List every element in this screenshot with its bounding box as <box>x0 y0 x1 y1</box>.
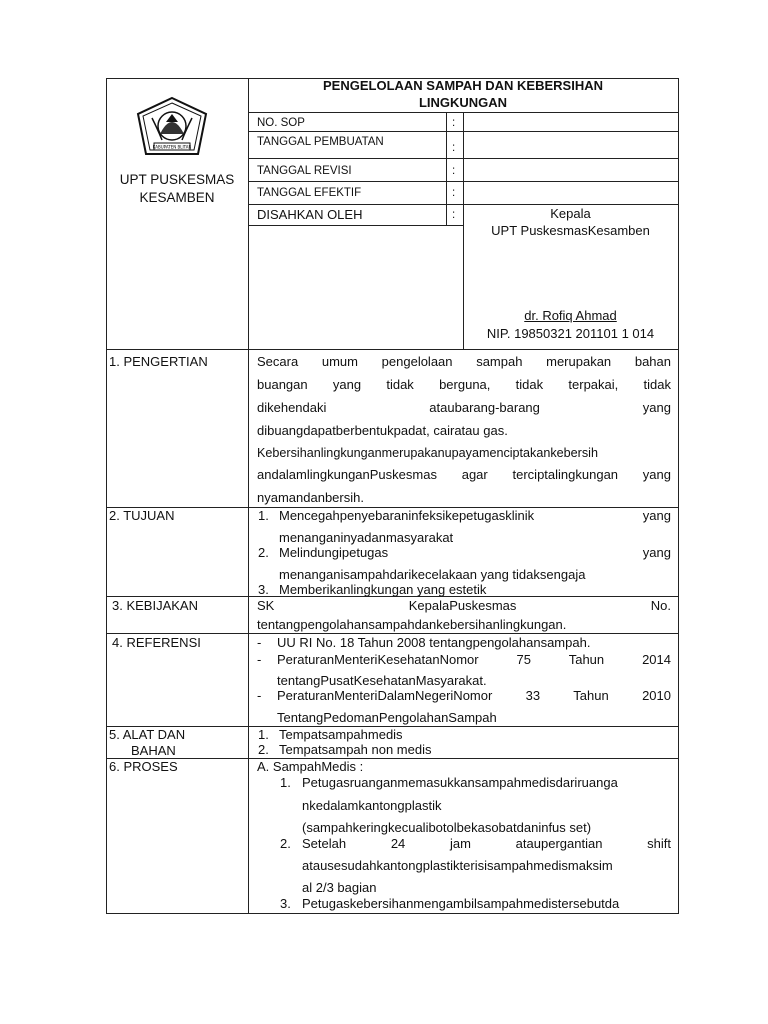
colon-divider <box>446 112 447 226</box>
pengertian-text-line: Kebersihanlingkunganmerupakanupayamenciptakankebersih <box>257 446 598 460</box>
proses-group-title: A. SampahMedis : <box>257 759 364 774</box>
proses-item-text: Setelah 24 jam ataupergantian shift <box>302 836 671 851</box>
field-colon: : <box>452 117 456 129</box>
pengertian-text-line: dibuangdapatberbentukpadat, cairatau gas. <box>257 423 508 438</box>
tujuan-item-number: 1. <box>258 508 269 523</box>
referensi-bullet: - <box>257 652 262 667</box>
approver-nip: NIP. 19850321 201101 1 014 <box>486 326 655 341</box>
field-label-tanggal-efektif: TANGGAL EFEKTIF <box>257 187 362 199</box>
approver-unit: UPT PuskesmasKesamben <box>491 223 650 238</box>
referensi-bullet: - <box>257 635 262 650</box>
tujuan-item-number: 3. <box>258 582 269 597</box>
row-line <box>106 349 679 350</box>
field-colon: : <box>452 187 456 199</box>
proses-item-text: al 2/3 bagian <box>302 880 377 895</box>
section-label-kebijakan: 3. KEBIJAKAN <box>112 598 198 613</box>
field-label-disahkan-oleh: DISAHKAN OLEH <box>257 207 363 222</box>
proses-item-text: Petugasruanganmemasukkansampahmedisdariruanga <box>302 775 618 790</box>
section-label-pengertian: 1. PENGERTIAN <box>109 354 208 369</box>
tujuan-item-text: Mencegahpenyebaraninfeksikepetugasklinik yang <box>279 508 671 523</box>
referensi-item-text: PeraturanMenteriKesehatanNomor 75 Tahun 2014 <box>277 652 671 667</box>
field-label-no-sop: NO. SOP <box>257 117 305 129</box>
pengertian-text-line: andalamlingkunganPuskesmas agar terciptalingkungan yang <box>257 467 671 482</box>
kebijakan-text-line: tentangpengolahansampahdankebersihanlingkungan. <box>257 617 567 632</box>
emblem-logo <box>136 96 208 162</box>
field-colon: : <box>452 209 456 221</box>
pengertian-text-line: nyamandanbersih. <box>257 490 364 505</box>
field-colon: : <box>452 142 456 154</box>
proses-item-number: 3. <box>280 896 291 911</box>
row-line <box>106 758 679 759</box>
referensi-item-text: UU RI No. 18 Tahun 2008 tentangpengolahansampah. <box>277 635 591 650</box>
referensi-item-text: TentangPedomanPengolahanSampah <box>277 710 497 725</box>
proses-item-number: 1. <box>280 775 291 790</box>
org-name-line2: KESAMBEN <box>139 190 215 205</box>
section-label-proses: 6. PROSES <box>109 759 178 774</box>
proses-item-text: nkedalamkantongplastik <box>302 798 442 813</box>
field-label-tanggal-pembuatan: TANGGAL PEMBUATAN <box>257 136 384 148</box>
pengertian-text-line: dikehendaki ataubarang-barang yang <box>257 400 671 415</box>
alat-item-text: Tempatsampah non medis <box>279 742 432 757</box>
row-line <box>106 633 679 634</box>
svg-text:KABUPATEN BLITAR: KABUPATEN BLITAR <box>152 144 192 150</box>
alat-item-number: 2. <box>258 742 269 757</box>
proses-item-text: Petugaskebersihanmengambilsampahmedistersebutda <box>302 896 620 911</box>
pengertian-text-line: Secara umum pengelolaan sampah merupakan bahan <box>257 354 671 369</box>
org-name-line1: UPT PUSKESMAS <box>119 172 235 187</box>
document-title-line2: LINGKUNGAN <box>418 95 508 110</box>
section-label-tujuan: 2. TUJUAN <box>109 508 175 523</box>
border-bottom <box>106 913 679 914</box>
tujuan-item-text: menanganisampahdarikecelakaan yang tidaksengaja <box>279 567 586 582</box>
referensi-bullet: - <box>257 688 262 703</box>
header-line <box>248 225 463 226</box>
proses-item-number: 2. <box>280 836 291 851</box>
alat-item-number: 1. <box>258 727 269 742</box>
kebijakan-text-line: SK KepalaPuskesmas No. <box>257 598 671 613</box>
field-colon: : <box>452 165 456 177</box>
section-label-referensi: 4. REFERENSI <box>112 635 201 650</box>
document-title-line1: PENGELOLAAN SAMPAH DAN KEBERSIHAN <box>323 78 603 93</box>
proses-item-text: (sampahkeringkecualibotolbekasobatdaninfus set) <box>302 820 592 835</box>
field-label-tanggal-revisi: TANGGAL REVISI <box>257 165 352 177</box>
pengertian-text-line: buangan yang tidak berguna, tidak terpakai, tidak <box>257 377 671 392</box>
tujuan-item-number: 2. <box>258 545 269 560</box>
proses-item-text: atausesudahkantongplastikterisisampahmedismaksim <box>302 858 613 873</box>
section-label-alat: 5. ALAT DAN <box>109 727 186 742</box>
referensi-item-text: PeraturanMenteriDalamNegeriNomor 33 Tahun 2010 <box>277 688 671 703</box>
tujuan-item-text: menanganinyadanmasyarakat <box>279 530 454 545</box>
referensi-item-text: tentangPusatKesehatanMasyarakat. <box>277 673 487 688</box>
alat-item-text: Tempatsampahmedis <box>279 727 403 742</box>
approver-name: dr. Rofiq Ahmad <box>524 308 617 323</box>
approver-position: Kepala <box>550 206 591 221</box>
section-label-bahan: BAHAN <box>131 743 176 758</box>
tujuan-item-text: Melindungipetugas yang <box>279 545 671 560</box>
tujuan-item-text: Memberikanlingkungan yang estetik <box>279 582 487 597</box>
